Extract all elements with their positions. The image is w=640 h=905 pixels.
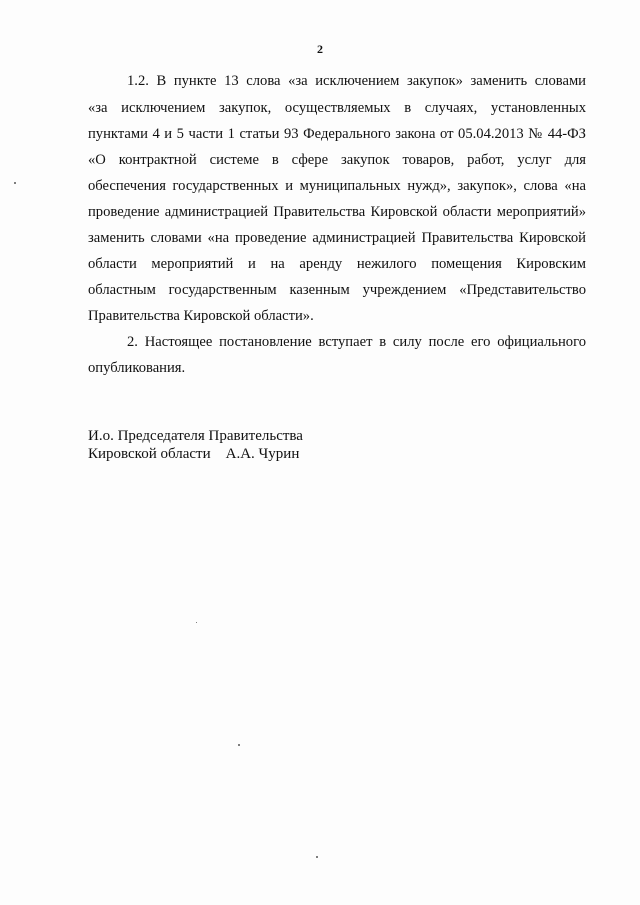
clause-2-line-2: опубликования.	[88, 360, 186, 376]
clause-1-2-line-8: области мероприятий и на аренду нежилого помещения Кировским	[88, 256, 586, 272]
scan-speck	[238, 744, 240, 746]
clause-1-2-line-7: заменить словами «на проведение администрацией Правительства Кировской	[88, 230, 586, 246]
signature-title: И.о. Председателя Правительства	[88, 428, 303, 444]
clause-1-2-line-9: областным государственным казенным учреждением «Представительство	[88, 282, 586, 298]
clause-1-2-line-1: 1.2. В пункте 13 слова «за исключением закупок» заменить словами	[127, 73, 586, 89]
page-number: 2	[317, 42, 323, 56]
scan-speck	[316, 856, 318, 858]
scan-speck	[14, 182, 16, 184]
clause-2-line-1: 2. Настоящее постановление вступает в силу после его официального	[127, 334, 586, 350]
clause-1-2-line-6: проведение администрацией Правительства Кировской области мероприятий»	[88, 204, 586, 220]
clause-1-2-line-3: пунктами 4 и 5 части 1 статьи 93 Федерального закона от 05.04.2013 № 44-ФЗ	[88, 126, 586, 142]
clause-1-2-line-10: Правительства Кировской области».	[88, 308, 314, 324]
clause-1-2-line-4: «О контрактной системе в сфере закупок товаров, работ, услуг для	[88, 152, 586, 168]
signature-name: Кировской области А.А. Чурин	[88, 446, 300, 462]
scan-speck	[196, 622, 197, 623]
clause-1-2-line-5: обеспечения государственных и муниципальных нужд», закупок», слова «на	[88, 178, 586, 194]
clause-1-2-line-2: «за исключением закупок, осуществляемых в случаях, установленных	[88, 100, 586, 116]
